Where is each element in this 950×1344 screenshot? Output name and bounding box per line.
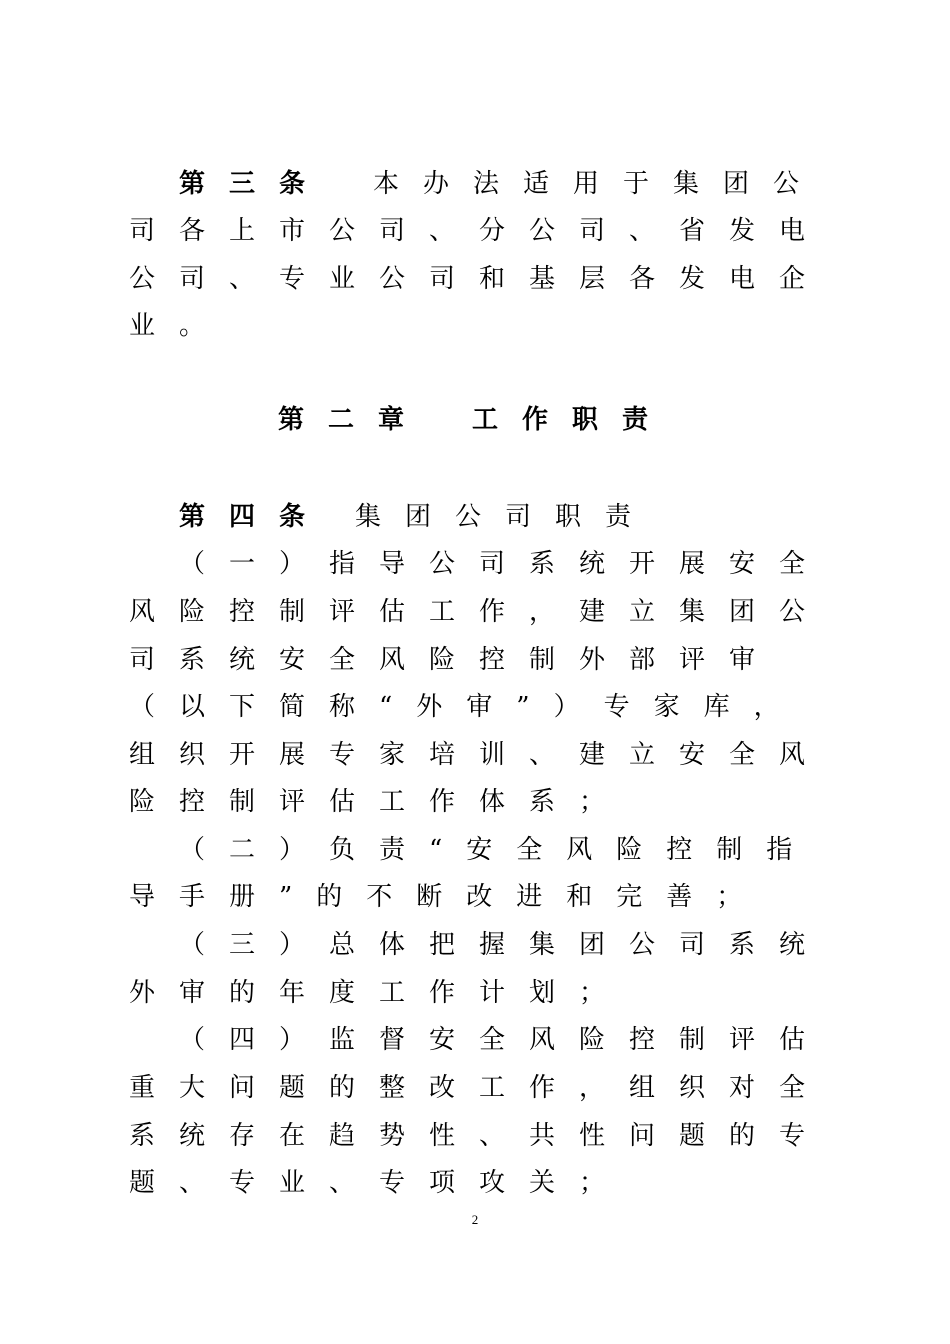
clause-1-line-2: 风险控制评估工作，建立集团公 xyxy=(129,597,830,627)
article-4-label: 第四条 xyxy=(179,502,330,532)
article-3-line-2: 司各上市公司、分公司、省发电 xyxy=(129,216,830,246)
article-3-line-3: 公司、专业公司和基层各发电企 xyxy=(129,264,830,294)
clause-1-line-5: 组织开展专家培训、建立安全风 xyxy=(129,740,830,770)
article-3-text-1: 本办法适用于集团公 xyxy=(373,169,824,199)
clause-2-line-2: 导手册”的不断改进和完善； xyxy=(129,882,767,912)
article-4-heading xyxy=(179,493,869,541)
clause-4-line-2: 重大问题的整改工作，组织对全 xyxy=(129,1073,830,1103)
chapter-number: 第二章 xyxy=(277,405,428,435)
clause-2-line-1: （二）负责“安全风险控制指 xyxy=(179,835,817,865)
article-3-line-1 xyxy=(179,160,869,208)
clause-1-line-1: （一）指导公司系统开展安全 xyxy=(179,549,830,579)
clause-3-line-2: 外审的年度工作计划； xyxy=(129,978,630,1008)
article-3-line-4: 业。 xyxy=(129,311,230,341)
clause-4-line-1: （四）监督安全风险控制评估 xyxy=(179,1025,830,1055)
chapter-heading xyxy=(0,396,950,444)
article-3-label: 第三条 xyxy=(179,169,330,199)
clause-1-line-3: 司系统安全风险控制外部评审 xyxy=(129,645,780,675)
clause-4-line-4: 题、专业、专项攻关； xyxy=(129,1168,630,1198)
page-number: 2 xyxy=(471,1212,479,1227)
article-4-title: 集团公司职责 xyxy=(355,502,656,532)
clause-1-line-6: 险控制评估工作体系； xyxy=(129,787,630,817)
clause-3-line-1: （三）总体把握集团公司系统 xyxy=(179,930,830,960)
chapter-title: 工作职责 xyxy=(472,405,673,435)
clause-1-line-4: （以下简称“外审”）专家库， xyxy=(129,692,804,722)
clause-4-line-3: 系统存在趋势性、共性问题的专 xyxy=(129,1121,830,1151)
